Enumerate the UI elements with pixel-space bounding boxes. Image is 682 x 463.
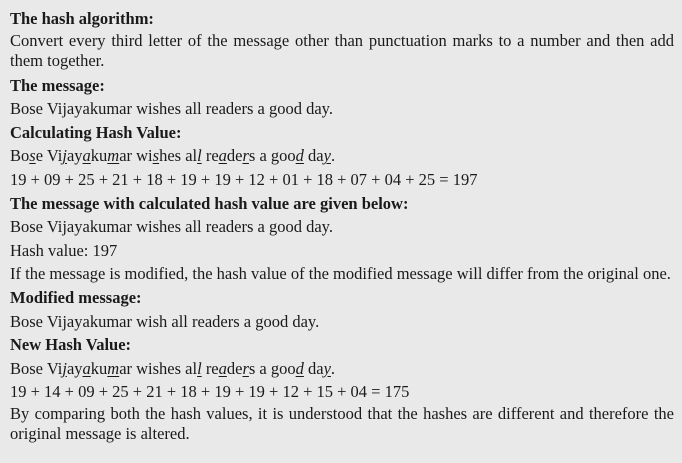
modified-marked-letter: r — [242, 358, 249, 378]
modified-text-segment: de — [226, 358, 243, 378]
original-marked-letter: s — [29, 146, 36, 166]
modified-marked-letter: l — [197, 358, 202, 378]
message-heading: The message: — [10, 75, 105, 95]
modified-text-segment: ku — [90, 358, 108, 378]
modified-message-heading: Modified message: — [10, 287, 142, 307]
modified-text-segment: ay — [66, 358, 83, 378]
modified-marked-letter: a — [82, 358, 91, 378]
modified-text-segment: re — [201, 358, 219, 378]
original-text-segment: . — [330, 146, 336, 166]
original-marked-letter: a — [82, 146, 91, 166]
original-text-segment: de — [226, 146, 243, 166]
modified-text-segment: ar wishes al — [119, 358, 198, 378]
original-marked-letter: l — [197, 146, 202, 166]
modified-marked-letter: a — [218, 358, 227, 378]
modified-marked-letter: y — [323, 358, 331, 378]
original-text-segment: ay — [66, 146, 83, 166]
algorithm-heading: The hash algorithm: — [10, 9, 154, 28]
original-marked-letter: m — [107, 146, 120, 166]
original-text-segment: hes al — [159, 146, 198, 166]
modified-text-segment: Bose Vi — [10, 358, 63, 378]
modified-text-segment: s a goo — [248, 358, 296, 378]
original-text-segment: ku — [90, 146, 108, 166]
calculating-hash-heading: Calculating Hash Value: — [10, 122, 182, 142]
original-text-segment: Bo — [10, 146, 30, 166]
original-marked-letter: a — [218, 146, 227, 166]
message-with-hash-text: Bose Vijayakumar wishes all readers a good day. — [10, 217, 333, 237]
new-hash-heading: New Hash Value: — [10, 335, 132, 355]
message-with-hash-heading: The message with calculated hash value are given below: — [10, 193, 409, 213]
original-hash-sum: 19 + 09 + 25 + 21 + 18 + 19 + 19 + 12 + 01 + 18 + 07 + 04 + 25 = 197 — [10, 169, 478, 189]
modified-marked-letter: j — [62, 358, 67, 378]
algorithm-description: Convert every third letter of the message other than punctuation marks to a number and then add them together. — [10, 30, 674, 70]
modified-text-segment: . — [330, 358, 336, 378]
hash-value-line: Hash value: 197 — [10, 240, 118, 260]
modified-marked-letter: m — [107, 358, 120, 378]
modified-message: Bose Vijayakumar wish all readers a good day. — [10, 311, 320, 331]
original-marked-letter: r — [242, 146, 249, 166]
original-message: Bose Vijayakumar wishes all readers a good day. — [10, 99, 333, 119]
original-text-segment: re — [201, 146, 219, 166]
original-text-segment: s a goo — [248, 146, 296, 166]
modified-text-segment: da — [303, 358, 324, 378]
original-marked-letter: y — [323, 146, 331, 166]
conclusion-text: By comparing both the hash values, it is understood that the hashes are different and therefore the original message is altered. — [10, 403, 674, 443]
original-text-segment: da — [303, 146, 324, 166]
original-text-segment: ar wi — [119, 146, 153, 166]
modification-note: If the message is modified, the hash value of the modified message will differ from the original one. — [10, 264, 671, 284]
marked-modified-message — [10, 357, 674, 381]
original-marked-letter: s — [152, 146, 160, 166]
modified-marked-letter: d — [295, 358, 304, 378]
original-text-segment: e Vi — [35, 146, 63, 166]
new-hash-sum: 19 + 14 + 09 + 25 + 21 + 18 + 19 + 19 + 12 + 15 + 04 = 175 — [10, 382, 410, 402]
original-marked-letter: j — [62, 146, 67, 166]
original-marked-letter: d — [295, 146, 304, 166]
marked-original-message — [10, 144, 674, 168]
